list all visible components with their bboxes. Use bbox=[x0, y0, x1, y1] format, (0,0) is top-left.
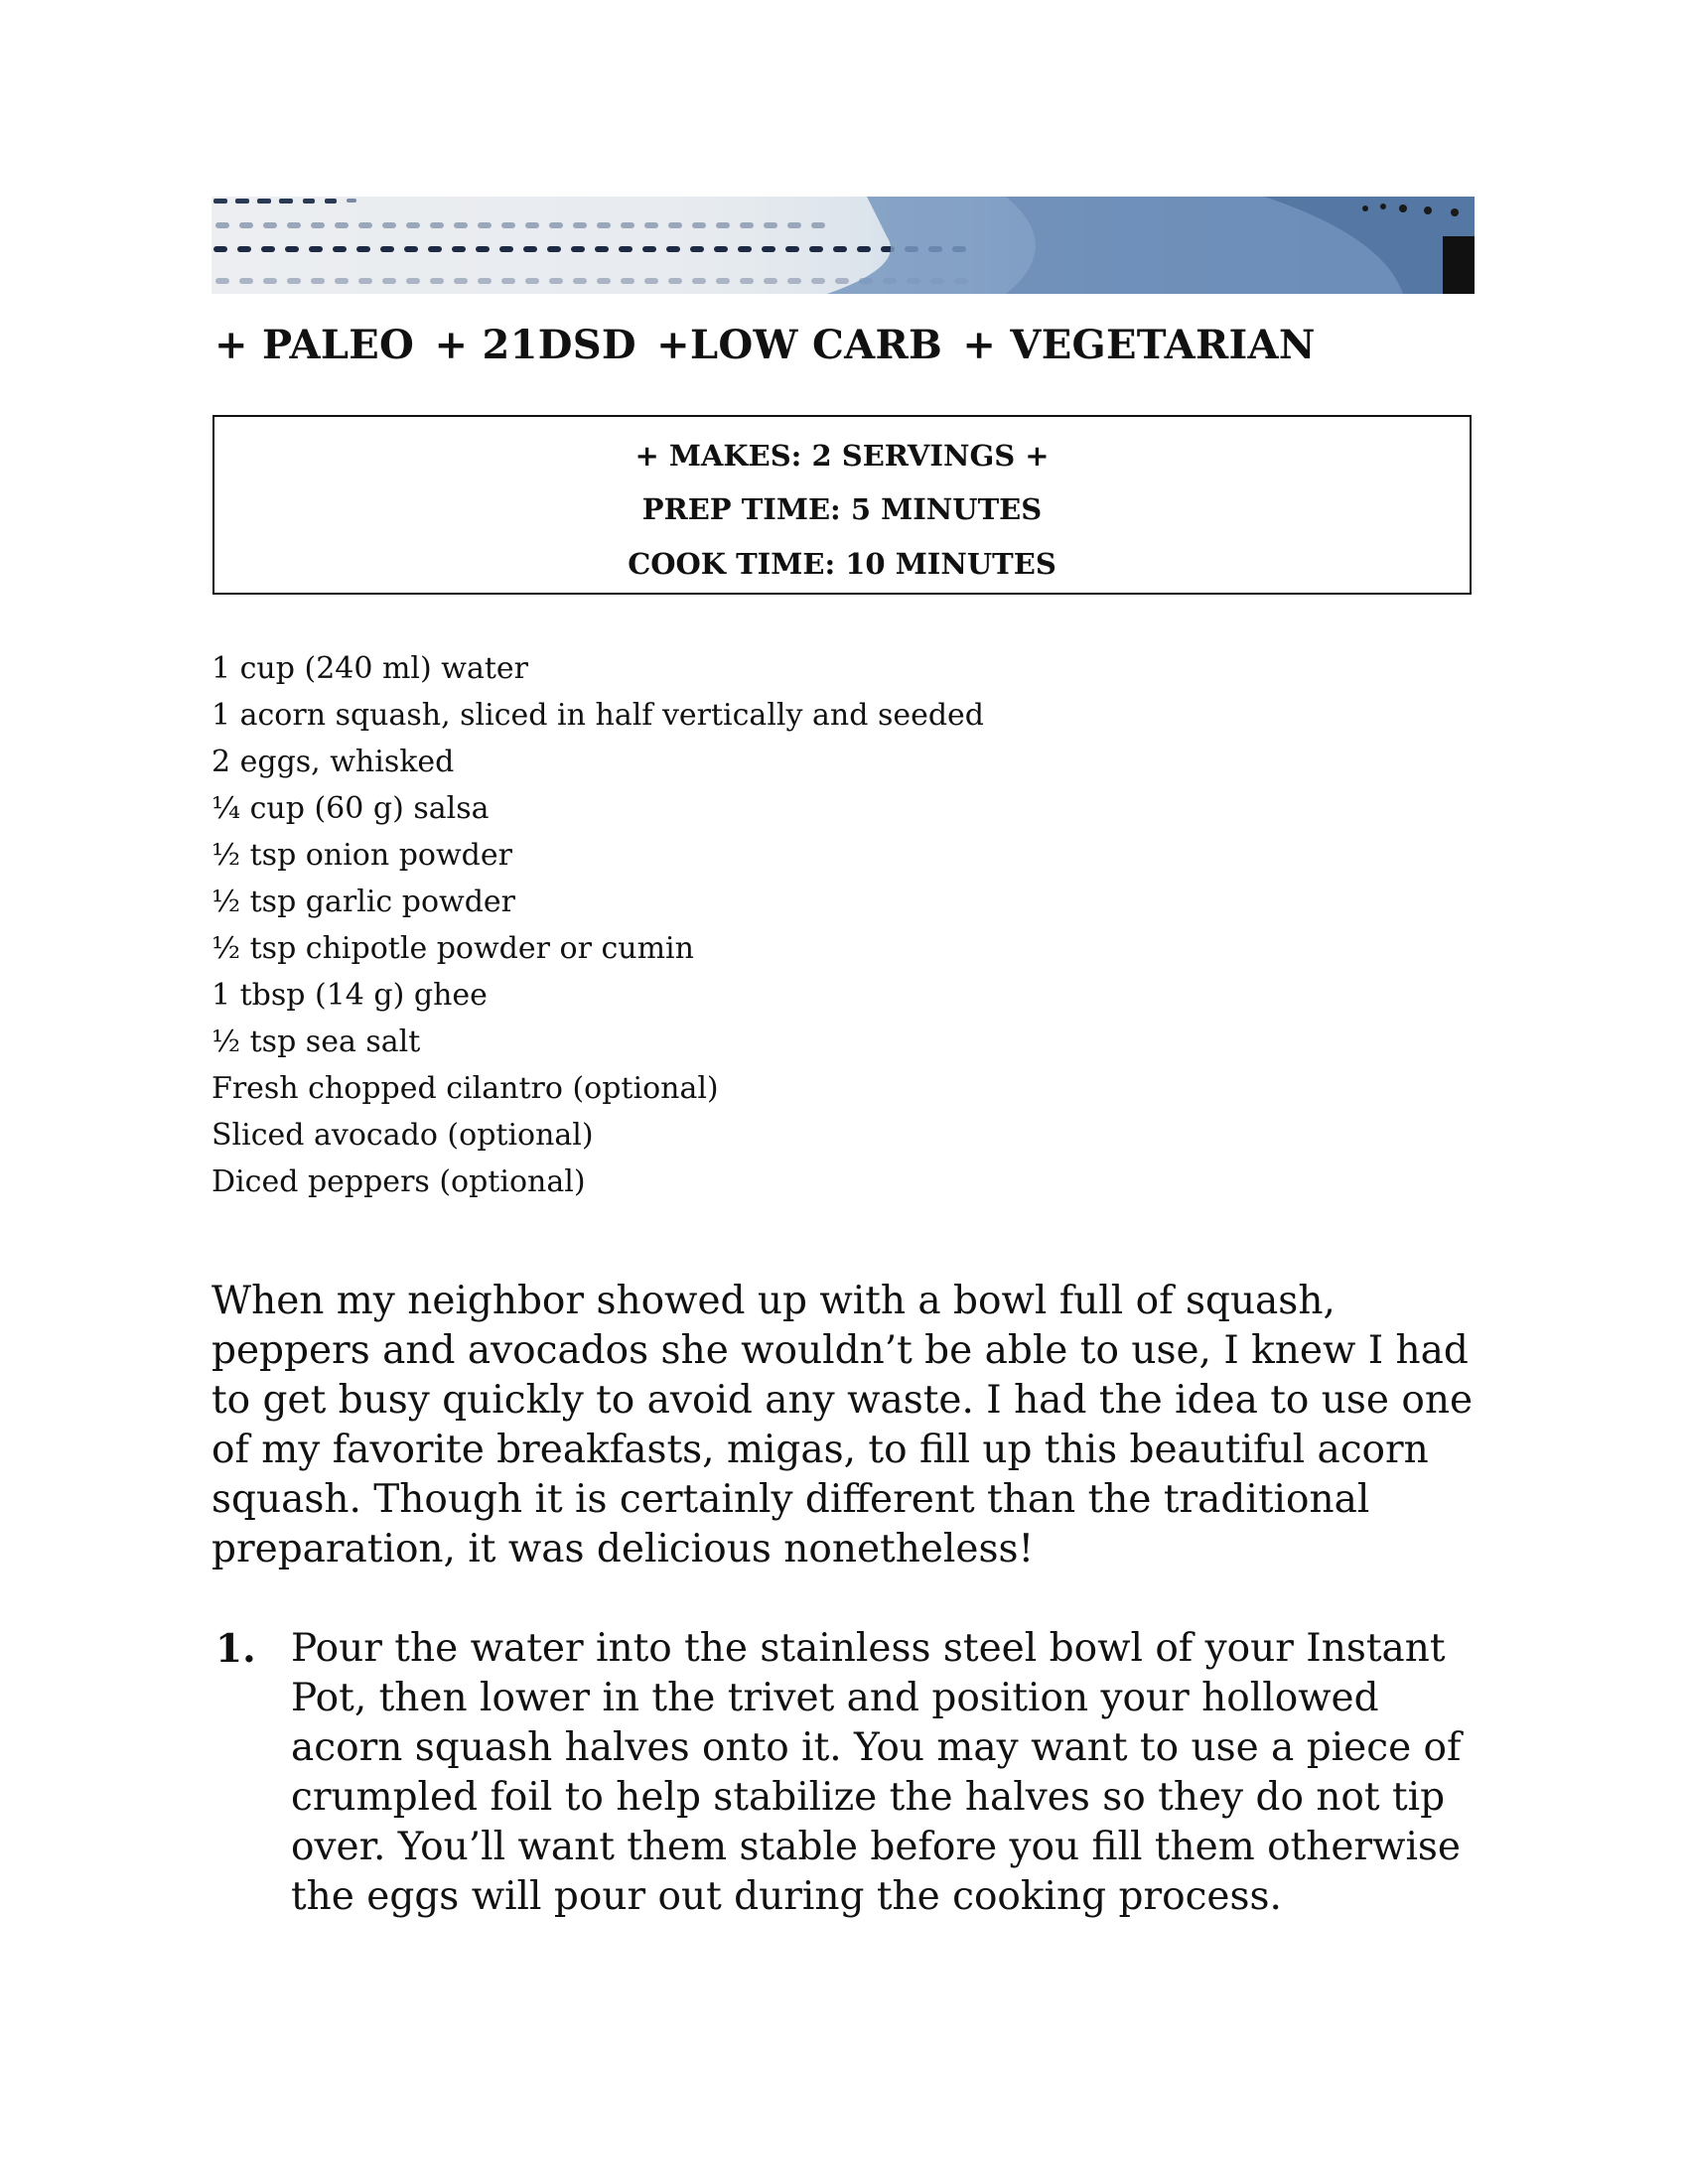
ingredient-item: ½ tsp chipotle powder or cumin bbox=[211, 931, 694, 966]
instruction-step bbox=[211, 1624, 1492, 1922]
ingredient-item: ½ tsp garlic powder bbox=[211, 885, 516, 919]
diet-tag: + 21DSD bbox=[434, 322, 636, 368]
diet-tag: + PALEO bbox=[214, 322, 415, 368]
cook-time-label: COOK TIME: 10 MINUTES bbox=[628, 547, 1056, 581]
ingredient-item: Sliced avocado (optional) bbox=[211, 1118, 594, 1153]
ingredient-item: Diced peppers (optional) bbox=[211, 1164, 586, 1199]
header-banner-image bbox=[211, 197, 1475, 294]
prep-time-label: PREP TIME: 5 MINUTES bbox=[641, 492, 1043, 526]
ingredient-item: 1 acorn squash, sliced in half vertically and seeded bbox=[211, 698, 985, 733]
recipe-info-box bbox=[212, 415, 1472, 595]
ingredient-item: 2 eggs, whisked bbox=[211, 745, 455, 779]
dotted-pattern-graphic bbox=[211, 197, 1475, 294]
servings-label: + MAKES: 2 SERVINGS + bbox=[634, 439, 1050, 473]
step-number: 1. bbox=[215, 1626, 256, 1672]
ingredient-item: Fresh chopped cilantro (optional) bbox=[211, 1071, 719, 1106]
ingredient-item: 1 cup (240 ml) water bbox=[211, 651, 528, 686]
instructions-list bbox=[211, 1624, 1492, 1922]
ingredient-item: ¼ cup (60 g) salsa bbox=[211, 791, 490, 826]
ingredient-item: ½ tsp onion powder bbox=[211, 838, 512, 873]
ingredient-item: ½ tsp sea salt bbox=[211, 1024, 421, 1059]
diet-tag: +LOW CARB bbox=[656, 322, 943, 368]
step-text: Pour the water into the stainless steel bowl of your Instant Pot, then lower in the trivet and position your hollowed acorn squash halves onto it. You may want to use a piece of crumpled foil to help stabilize the halves so they do not tip over. You’ll want them stable before you fill them otherwise the eggs will pour out during the cooking process. bbox=[291, 1626, 1462, 1919]
ingredients-list bbox=[211, 645, 984, 1205]
recipe-intro-paragraph: When my neighbor showed up with a bowl full of squash, peppers and avocados she wouldn’t be able to use, I knew I had to get busy quickly to avoid any waste. I had the idea to use one of my favorite breakfasts, migas, to fill up this beautiful acorn squash. Though it is certainly different than the traditional preparation, it was delicious nonetheless! bbox=[211, 1279, 1474, 1571]
ingredient-item: 1 tbsp (14 g) ghee bbox=[211, 978, 488, 1013]
diet-tag: + VEGETARIAN bbox=[962, 322, 1316, 368]
diet-tags bbox=[214, 322, 1322, 368]
